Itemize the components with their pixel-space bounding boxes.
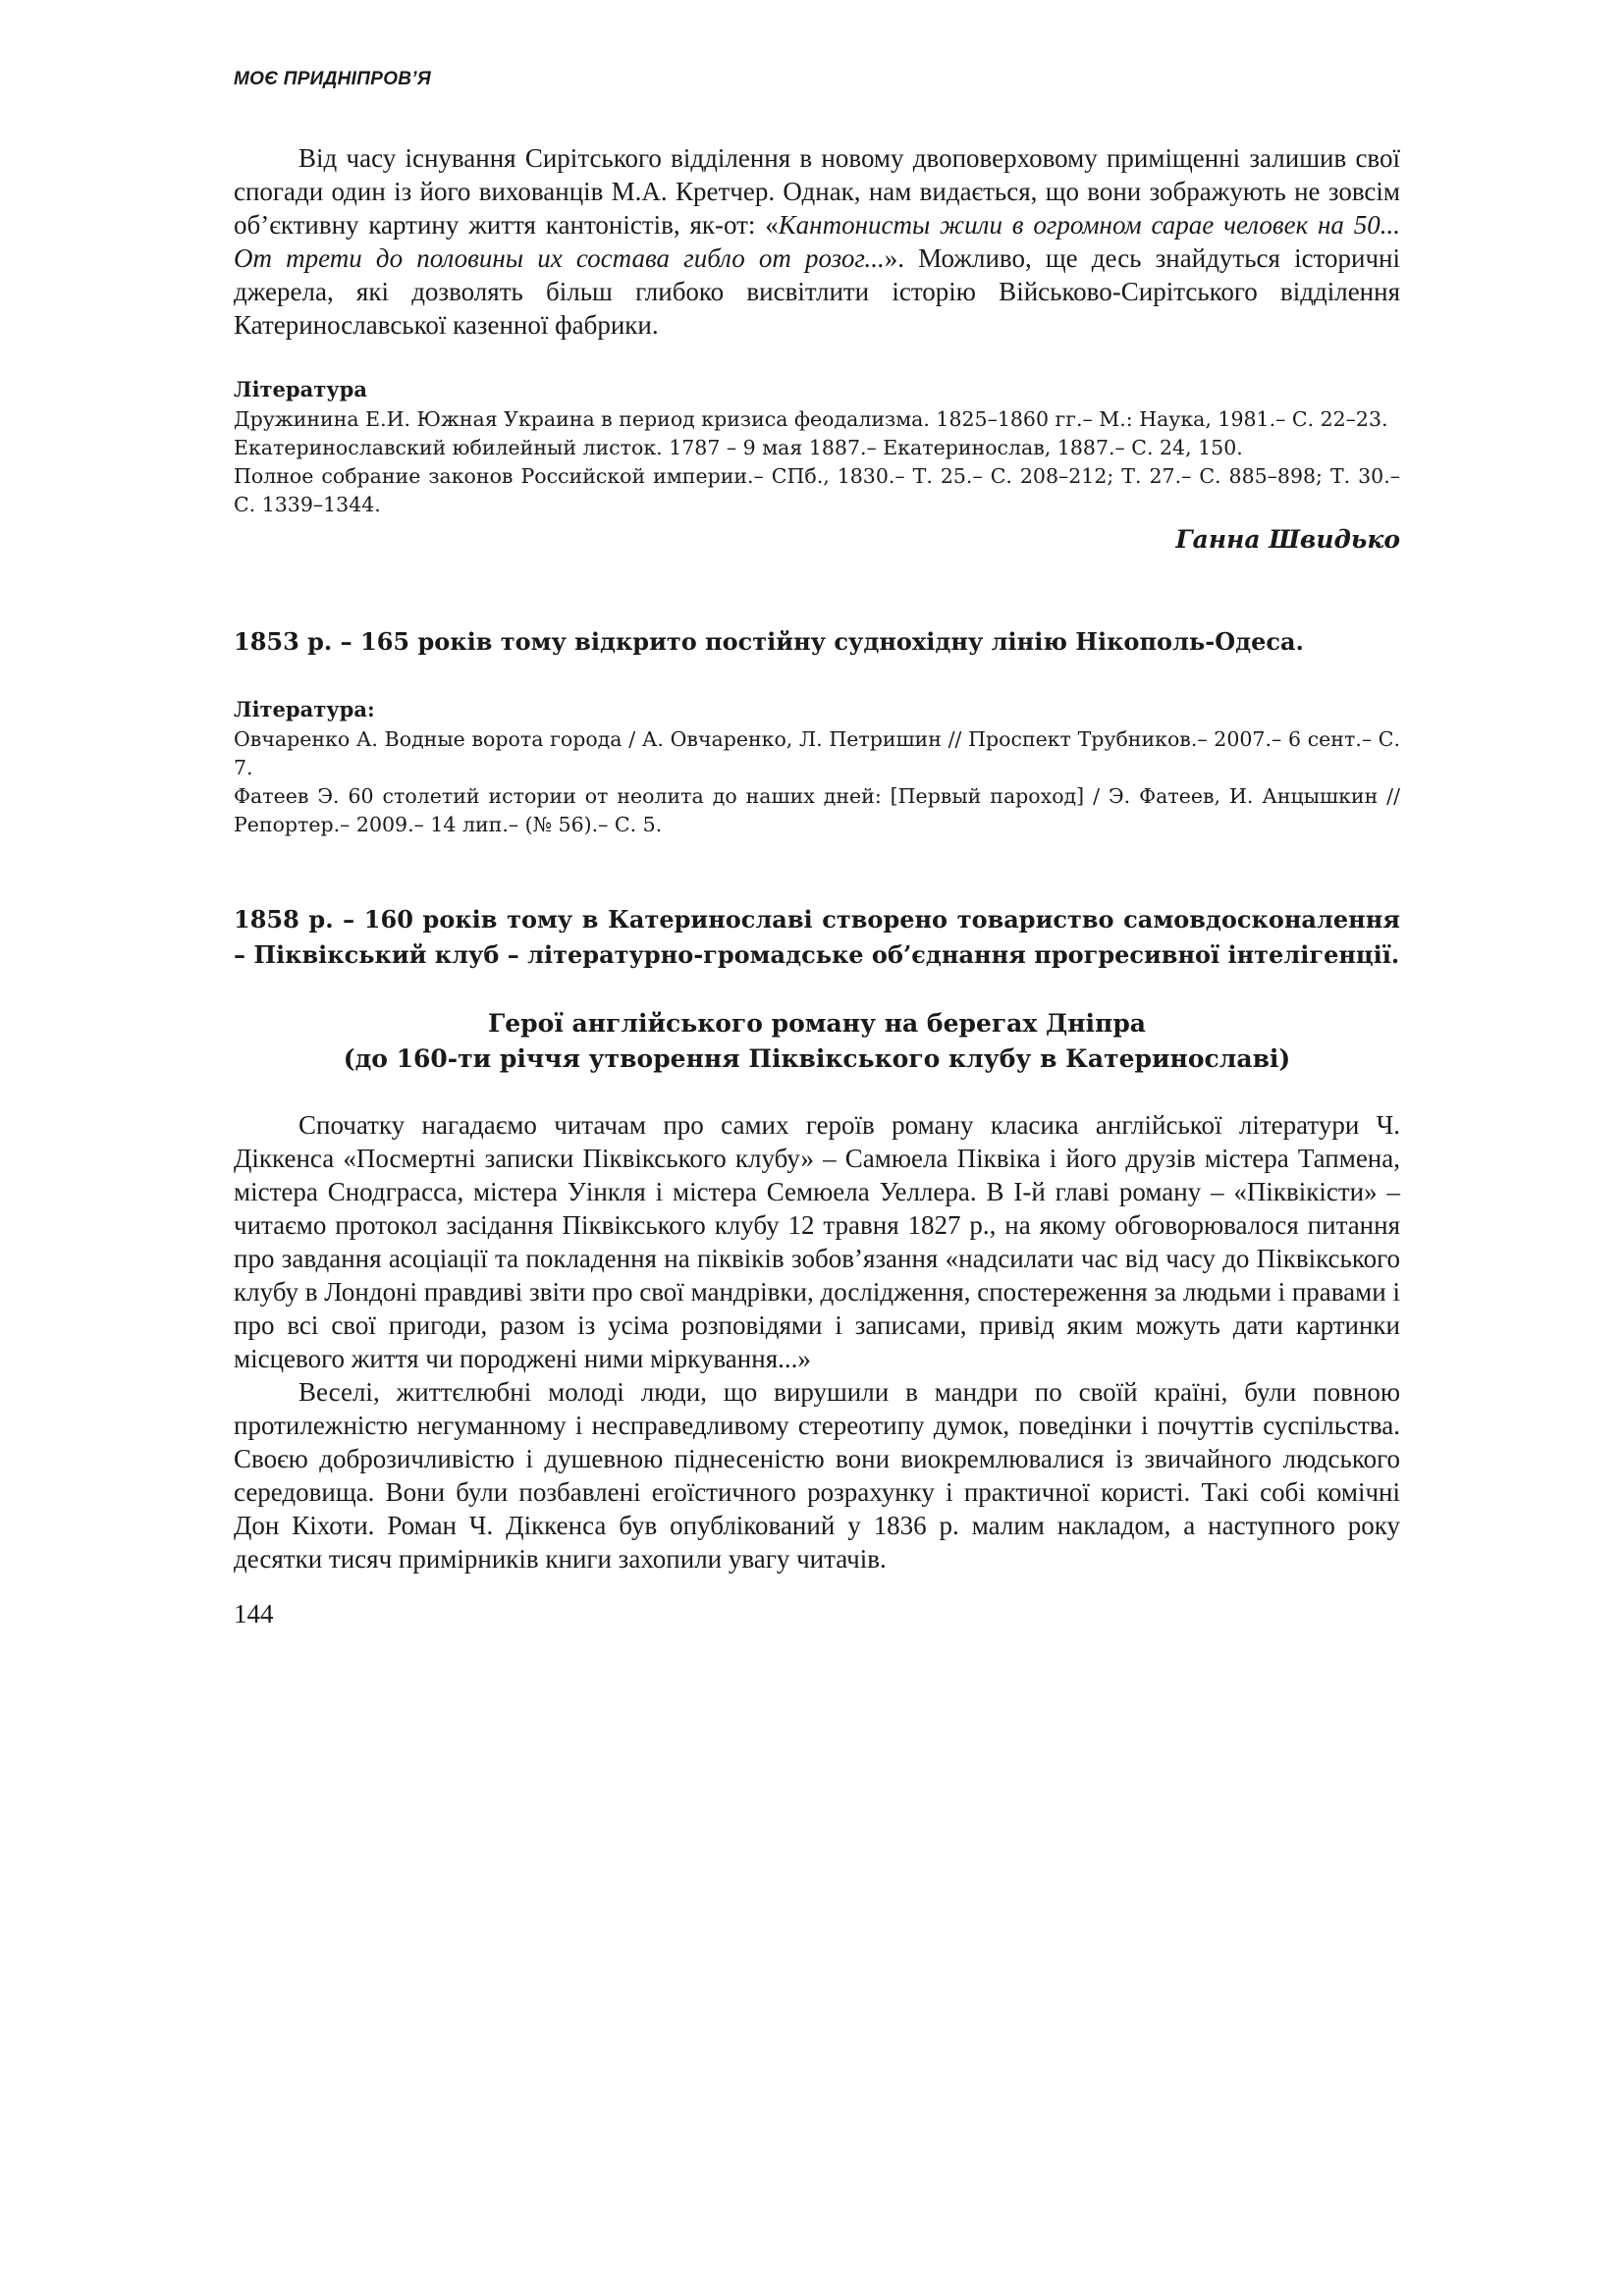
literature-item: Дружинина Е.И. Южная Украина в период кризиса феодализма. 1825–1860 гг.– М.: Наука, 1981.– С. 22–23. [234,407,1388,431]
page-number: 144 [234,1599,274,1629]
intro-paragraph-quote: Кантонисты жили в огромном сарае человек на 50... От трети до половины их состава гибло от розог... [234,210,1400,273]
section-heading-1858: 1858 р. – 160 років тому в Катеринославі створено товариство самовдосконалення – Піквікський клуб – літературно-громадське об’єднання прогресивної інтелігенції. [234,905,1400,969]
document-page [234,69,1400,1629]
article-title-block [234,1006,1400,1077]
literature-item: Екатеринославский юбилейный листок. 1787 – 9 мая 1887.– Екатеринослав, 1887.– С. 24, 150. [234,436,1243,459]
literature-item: Полное собрание законов Российской империи.– СПб., 1830.– Т. 25.– С. 208–212; Т. 27.– С. 885–898; Т. 30.– С. 1339–1344. [234,464,1400,516]
body-paragraph: Веселі, життєлюбні молоді люди, що вирушили в мандри по своїй країні, були повною протилежністю негуманному і несправедливому стереотипу думок, поведінки і почуттів суспільства. Своєю доброзичливістю і душевною піднесеністю вони виокремлювалися із звичайного людського середовища. Вони були позбавлені егоїстичного розрахунку і практичної користі. Такі собі комічні Дон Кіхоти. Роман Ч. Діккенса був опублікований у 1836 р. малим накладом, а наступного року десятки тисяч примірників книги захопили увагу читачів. [234,1377,1400,1574]
body-paragraph: Спочатку нагадаємо читачам про самих героїв роману класика англійської літератури Ч. Діккенса «Посмертні записки Піквікського клубу» – Самюела Піквіка і його друзів містера Тапмена, містера Снодграсса, містера Уінкля і містера Семюела Уеллера. В І-й главі роману – «Піквікісти» – читаємо протокол засідання Піквікського клубу 12 травня 1827 р., на якому обговорювалося питання про завдання асоціації та покладення на піквіків зобов’язання «надсилати час від часу до Піквікського клубу в Лондоні правдиві звіти про свої мандрівки, дослідження, спостереження за людьми і правами і про всі свої пригоди, разом із усіма розповідями і записами, привід яким можуть дати картинки місцевого життя чи породжені ними міркування...» [234,1110,1400,1373]
literature-item: Овчаренко А. Водные ворота города / А. Овчаренко, Л. Петришин // Проспект Трубников.– 2007.– 6 сент.– С. 7. [234,727,1400,779]
intro-paragraph [234,141,1400,342]
intro-paragraph-text-before: Від часу існування Сирітського відділення в новому двоповерховому приміщенні залишив свої спогади один із його вихованців М.А. Кретчер. Однак, нам видається, що вони зображують не зовсім об’єктивну картину життя кантоністів, як-от: « [234,143,1400,240]
literature-list [234,405,1400,519]
literature-heading: Література [234,377,367,401]
author-signature: Ганна Швидько [1175,525,1400,554]
section-heading-1853: 1853 р. – 165 років тому відкрито постійну суднохідну лінію Нікополь-Одеса. [234,627,1304,656]
running-head: МОЄ ПРИДНІПРОВ’Я [234,69,432,89]
intro-paragraph-text-after: ». Можливо, ще десь знайдуться історичні джерела, які дозволять більш глибоко висвітлити історію Військово-Сирітського відділення Катеринославської казенної фабрики. [234,243,1401,340]
article-subtitle: (до 160-ти річчя утворення Піквікського клубу в Катеринославі) [343,1044,1291,1073]
literature-list-1853 [234,725,1400,839]
literature-heading-1853: Література: [234,697,375,721]
literature-item: Фатеев Э. 60 столетий истории от неолита до наших дней: [Первый пароход] / Э. Фатеев, И. Анцышкин // Репортер.– 2009.– 14 лип.– (№ 56).– С. 5. [234,784,1400,836]
article-title: Герої англійського роману на берегах Дніпра [488,1009,1146,1038]
